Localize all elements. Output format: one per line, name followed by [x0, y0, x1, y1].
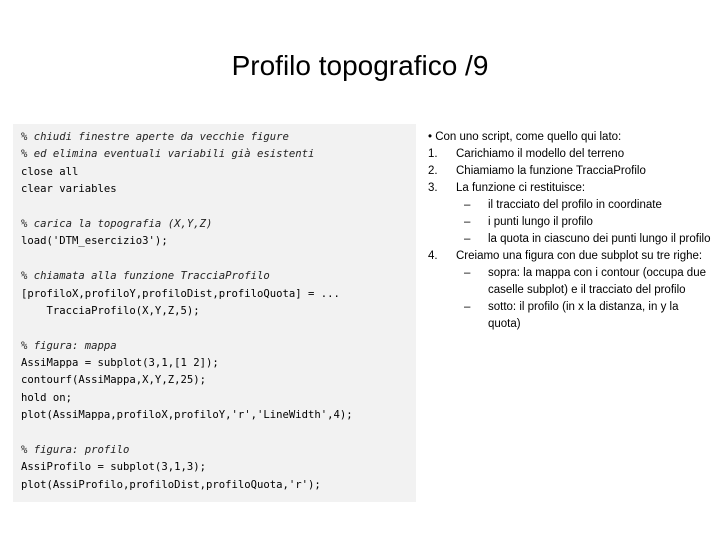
code-line: plot(AssiProfilo,profiloDist,profiloQuota,'r'); [21, 478, 321, 491]
code-line: AssiProfilo = subplot(3,1,3); [21, 461, 206, 474]
slide-title: Profilo topografico /9 [231, 50, 489, 81]
code-line [21, 425, 416, 442]
bullet-marker: 2. [428, 165, 438, 177]
bullet-marker: 4. [428, 250, 438, 262]
code-line: close all [21, 165, 79, 178]
bullet-text: sopra: la mappa con i contour (occupa due caselle subplot) e il tracciato del profilo [488, 267, 706, 296]
code-line: clear variables [21, 183, 117, 196]
code-comment-line: % figura: mappa [21, 339, 117, 352]
bullet-marker: – [464, 216, 471, 228]
bullet-item [428, 265, 713, 299]
bullet-text: La funzione ci restituisce: [456, 182, 586, 194]
bullet-text: Carichiamo il modello del terreno [456, 148, 625, 160]
bullet-text: Chiamiamo la funzione TracciaProfilo [456, 165, 646, 177]
bullet-text: sotto: il profilo (in x la distanza, in y la quota) [488, 301, 679, 330]
bullet-text: il tracciato del profilo in coordinate [488, 199, 662, 211]
bullet-marker: – [464, 199, 471, 211]
code-line: contourf(AssiMappa,X,Y,Z,25); [21, 374, 206, 387]
code-block [13, 124, 416, 502]
code-line: [profiloX,profiloY,profiloDist,profiloQuota] = ... [21, 287, 340, 300]
bullet-list [428, 129, 713, 333]
code-comment-line: % ed elimina eventuali variabili già esistenti [21, 148, 315, 161]
bullet-text: la quota in ciascuno dei punti lungo il profilo [488, 233, 711, 245]
bullet-marker: – [464, 233, 471, 245]
bullet-item [428, 248, 713, 265]
bullet-marker: – [464, 301, 471, 313]
bullet-item [428, 299, 713, 333]
bullet-item [428, 180, 713, 197]
bullet-text: • Con uno script, come quello qui lato: [428, 131, 622, 143]
code-line [21, 251, 416, 268]
code-line [21, 199, 416, 216]
bullet-marker: 3. [428, 182, 438, 194]
bullet-item [428, 146, 713, 163]
bullet-marker: 1. [428, 148, 438, 160]
code-line: AssiMappa = subplot(3,1,[1 2]); [21, 357, 219, 370]
code-line: hold on; [21, 391, 73, 404]
code-line [21, 320, 416, 337]
code-line: load('DTM_esercizio3'); [21, 235, 168, 248]
code-comment-line: % carica la topografia (X,Y,Z) [21, 217, 213, 230]
bullet-item [428, 197, 713, 214]
code-comment-line: % figura: profilo [21, 444, 130, 457]
bullet-text: i punti lungo il profilo [488, 216, 593, 228]
code-line: plot(AssiMappa,profiloX,profiloY,'r','LineWidth',4); [21, 409, 353, 422]
bullet-item [428, 214, 713, 231]
bullet-text: Creiamo una figura con due subplot su tre righe: [456, 250, 703, 262]
code-line: TracciaProfilo(X,Y,Z,5); [21, 304, 200, 317]
bullet-item [428, 231, 713, 248]
bullet-item [428, 129, 713, 146]
bullet-item [428, 163, 713, 180]
code-comment-line: % chiamata alla funzione TracciaProfilo [21, 270, 270, 283]
bullet-marker: – [464, 267, 471, 279]
code-comment-line: % chiudi finestre aperte da vecchie figure [21, 131, 289, 143]
